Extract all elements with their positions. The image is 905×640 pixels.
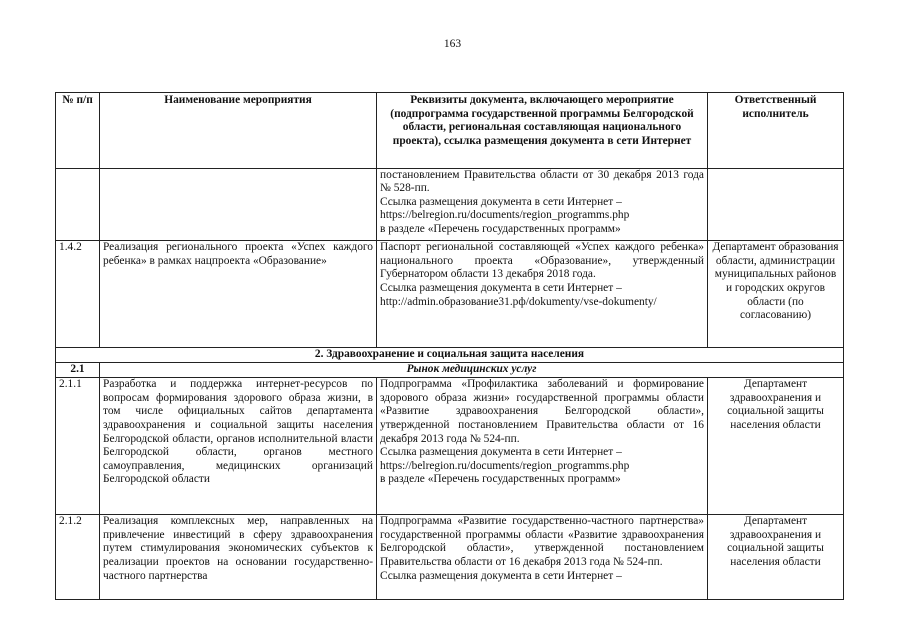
measures-table bbox=[55, 92, 844, 600]
doc-link-label: Ссылка размещения документа в сети Интернет – bbox=[380, 195, 622, 208]
table-row-continuation bbox=[56, 168, 844, 241]
cell-num: 2.1.1 bbox=[56, 378, 100, 515]
cell-name bbox=[100, 168, 377, 241]
cell-num bbox=[56, 168, 100, 241]
doc-text: Подпрограмма «Развитие государственно-частного партнерства» государственной программы области «Развитие здравоохранения Белгородской области», утвержденной постановлением Правительства области от 16 декабря 2013 года № 524-пп. bbox=[380, 515, 704, 569]
doc-link-label: Ссылка размещения документа в сети Интернет – bbox=[380, 281, 622, 294]
cell-doc bbox=[377, 378, 708, 515]
doc-link: http://admin.образование31.рф/dokumenty/vse-dokumenty/ bbox=[380, 295, 657, 308]
header-num: № п/п bbox=[56, 93, 100, 169]
subsection-title: Рынок медицинских услуг bbox=[100, 363, 844, 378]
doc-link: https://belregion.ru/documents/region_programms.php bbox=[380, 209, 630, 222]
cell-responsible: Департамент здравоохранения и социальной защиты населения области bbox=[708, 378, 844, 515]
subsection-row bbox=[56, 363, 844, 378]
cell-name: Реализация регионального проекта «Успех каждого ребенка» в рамках нацпроекта «Образование» bbox=[100, 241, 377, 348]
table-row-2-1-1 bbox=[56, 378, 844, 515]
header-name: Наименование мероприятия bbox=[100, 93, 377, 169]
doc-link-section: в разделе «Перечень государственных программ» bbox=[380, 222, 621, 235]
section-title: 2. Здравоохранение и социальная защита населения bbox=[56, 347, 844, 362]
doc-link-label: Ссылка размещения документа в сети Интернет – bbox=[380, 446, 622, 459]
cell-num: 1.4.2 bbox=[56, 241, 100, 348]
header-responsible: Ответственный исполнитель bbox=[708, 93, 844, 169]
section-row bbox=[56, 347, 844, 362]
doc-text: Подпрограмма «Профилактика заболеваний и формирование здорового образа жизни» государственной программы области «Развитие здравоохранения Белгородской области», утвержденной постановлением Правительства области от 16 декабря 2013 года № 524-пп. bbox=[380, 378, 704, 445]
cell-responsible bbox=[708, 168, 844, 241]
header-doc: Реквизиты документа, включающего мероприятие (подпрограмма государственной программы Белгородской области, региональная составляющая национального проекта), ссылка размещения документа в сети Интернет bbox=[377, 93, 708, 169]
cell-num: 2.1.2 bbox=[56, 515, 100, 600]
doc-link-label: Ссылка размещения документа в сети Интернет – bbox=[380, 569, 622, 582]
cell-responsible: Департамент образования области, администрации муниципальных районов и городских округов области (по согласованию) bbox=[708, 241, 844, 348]
doc-link: https://belregion.ru/documents/region_programms.php bbox=[380, 459, 630, 472]
table-header-row bbox=[56, 93, 844, 169]
cell-name: Реализация комплексных мер, направленных на привлечение инвестиций в сферу здравоохранения путем стимулирования экономических субъектов к реализации проектов на основании государственно-частного партнерства bbox=[100, 515, 377, 600]
doc-text: Паспорт региональной составляющей «Успех каждого ребенка» национального проекта «Образование», утвержденный Губернатором области 13 декабря 2018 года. bbox=[380, 241, 704, 281]
table-row-1-4-2 bbox=[56, 241, 844, 348]
cell-doc bbox=[377, 515, 708, 600]
cell-name: Разработка и поддержка интернет-ресурсов по вопросам формирования здорового образа жизни, в том числе официальных сайтов департамента здравоохранения и социальной защиты населения Белгородской области, органов исполнительной власти Белгородской области, органов местного самоуправления, медицинских организаций Белгородской области bbox=[100, 378, 377, 515]
cell-responsible: Департамент здравоохранения и социальной защиты населения области bbox=[708, 515, 844, 600]
cell-doc bbox=[377, 241, 708, 348]
subsection-num: 2.1 bbox=[56, 363, 100, 378]
doc-link-section: в разделе «Перечень государственных программ» bbox=[380, 473, 621, 486]
table-row-2-1-2 bbox=[56, 515, 844, 600]
doc-text: постановлением Правительства области от 30 декабря 2013 года № 528-пп. bbox=[380, 168, 704, 195]
page-number: 163 bbox=[443, 38, 462, 50]
cell-doc bbox=[377, 168, 708, 241]
